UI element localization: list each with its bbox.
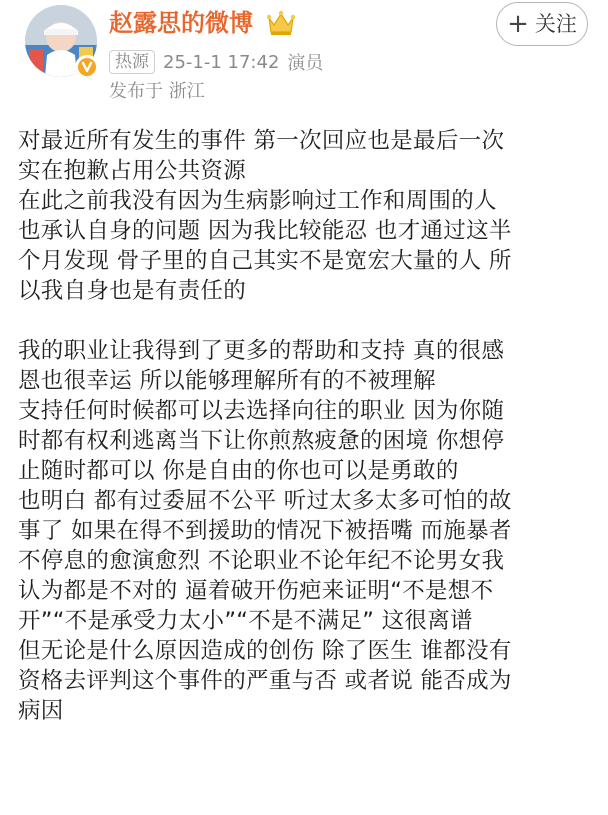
post-text-line: 开”“不是承受力太小”“不是不满足” 这很离谱 (18, 608, 473, 634)
plus-icon: + (507, 9, 529, 39)
verified-badge-icon (75, 55, 99, 79)
hot-source-tag[interactable]: 热源 (109, 50, 155, 74)
post-text-line: 实在抱歉占用公共资源 (18, 158, 247, 184)
post-text-line: 也承认自身的问题 因为我比较能忍 也才通过这半 (18, 218, 512, 244)
post-blank-line (18, 306, 598, 336)
follow-button-label: 关注 (534, 11, 577, 36)
post-location: 发布于 浙江 (109, 81, 205, 102)
post-text-line: 资格去评判这个事件的严重与否 或者说 能否成为 (18, 668, 512, 694)
post-text-line: 事了 如果在得不到援助的情况下被捂嘴 而施暴者 (18, 518, 512, 544)
post-header (0, 0, 608, 112)
post-text-line: 支持任何时候都可以去选择向往的职业 因为你随 (18, 398, 505, 424)
post-text-line: 认为都是不对的 逼着破开伤疤来证明“不是想不 (18, 578, 494, 604)
user-role: 演员 (287, 53, 324, 74)
post-text-line: 止随时都可以 你是自由的你也可以是勇敢的 (18, 458, 459, 484)
post-text-line: 也明白 都有过委屈不公平 听过太多太多可怕的故 (18, 488, 512, 514)
post-text-line: 在此之前我没有因为生病影响过工作和周围的人 (18, 188, 497, 214)
post-meta (109, 50, 323, 74)
post-text-line: 恩也很幸运 所以能够理解所有的不被理解 (18, 368, 436, 394)
post-timestamp: 25-1-1 17:42 (163, 51, 280, 73)
post-text-line: 但无论是什么原因造成的创伤 除了医生 谁都没有 (18, 638, 512, 664)
post-text-line: 不停息的愈演愈烈 不论职业不论年纪不论男女我 (18, 548, 505, 574)
post-text-line: 病因 (18, 698, 64, 724)
post-text-line: 对最近所有发生的事件 第一次回应也是最后一次 (18, 128, 505, 154)
post-text-line: 时都有权利逃离当下让你煎熬疲惫的困境 你想停 (18, 428, 505, 454)
username[interactable]: 赵露思的微博 (109, 9, 253, 37)
follow-button[interactable] (496, 2, 588, 46)
post-text-line: 我的职业让我得到了更多的帮助和支持 真的很感 (18, 338, 505, 364)
avatar[interactable] (25, 5, 97, 77)
post-text-line: 个月发现 骨子里的自己其实不是宽宏大量的人 所 (18, 248, 512, 274)
crown-badge-icon[interactable] (264, 8, 298, 38)
post-text-line: 以我自身也是有责任的 (18, 278, 247, 304)
post-body (18, 126, 598, 726)
